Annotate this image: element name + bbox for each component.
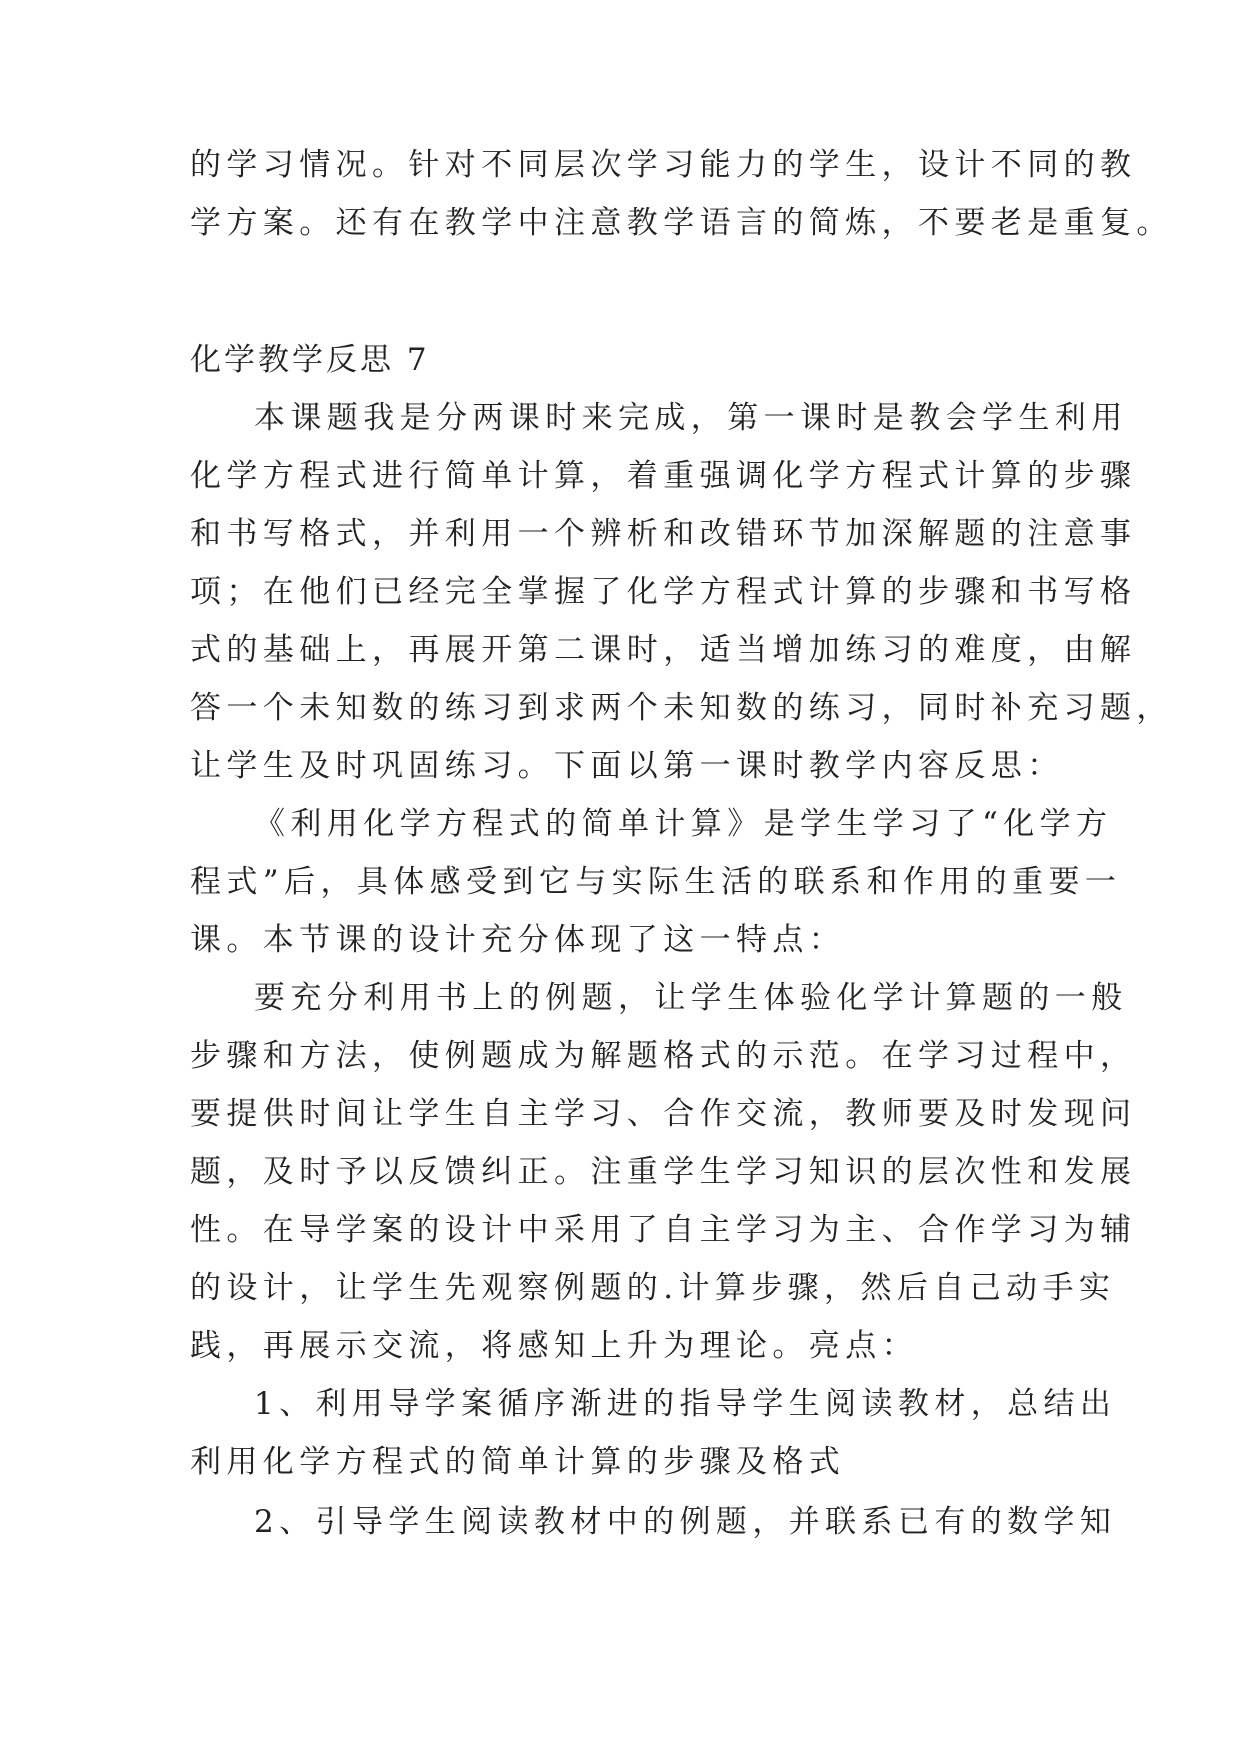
text-line: 要提供时间让学生自主学习、合作交流，教师要及时发现问 xyxy=(190,1096,1137,1132)
text-line: 项；在他们已经完全掌握了化学方程式计算的步骤和书写格 xyxy=(190,574,1137,610)
list-item-2: 2、引导学生阅读教材中的例题，并联系已有的数学知 xyxy=(254,1504,1117,1540)
paragraph-start: 本课题我是分两课时来完成，第一课时是教会学生利用 xyxy=(254,400,1128,436)
text-line: 课。本节课的设计充分体现了这一特点： xyxy=(190,922,846,958)
text-line: 题，及时予以反馈纠正。注重学生学习知识的层次性和发展 xyxy=(190,1154,1137,1190)
text-line: 和书写格式，并利用一个辨析和改错环节加深解题的注意事 xyxy=(190,516,1137,552)
text-line: 的设计，让学生先观察例题的.计算步骤，然后自己动手实 xyxy=(190,1270,1116,1306)
text-line: 利用化学方程式的简单计算的步骤及格式 xyxy=(190,1444,846,1480)
text-line: 性。在导学案的设计中采用了自主学习为主、合作学习为辅 xyxy=(190,1212,1137,1248)
text-line: 步骤和方法，使例题成为解题格式的示范。在学习过程中， xyxy=(190,1038,1137,1074)
paragraph-start: 要充分利用书上的例题，让学生体验化学计算题的一般 xyxy=(254,980,1128,1016)
text-line: 答一个未知数的练习到求两个未知数的练习，同时补充习题， xyxy=(190,690,1173,726)
text-line: 式的基础上，再展开第二课时，适当增加练习的难度，由解 xyxy=(190,632,1137,668)
text-line: 学方案。还有在教学中注意教学语言的简炼，不要老是重复。 xyxy=(190,205,1173,241)
paragraph-start: 《利用化学方程式的简单计算》是学生学习了“化学方 xyxy=(254,806,1113,842)
text-line: 化学方程式进行简单计算，着重强调化学方程式计算的步骤 xyxy=(190,458,1137,494)
text-line: 让学生及时巩固练习。下面以第一课时教学内容反思： xyxy=(190,748,1064,784)
section-heading: 化学教学反思 7 xyxy=(190,342,430,378)
text-line: 践，再展示交流，将感知上升为理论。亮点： xyxy=(190,1328,918,1364)
list-item-1: 1、利用导学案循序渐进的指导学生阅读教材，总结出 xyxy=(254,1386,1117,1422)
text-line: 程式”后，具体感受到它与实际生活的联系和作用的重要一 xyxy=(190,864,1122,900)
text-line: 的学习情况。针对不同层次学习能力的学生，设计不同的教 xyxy=(190,147,1137,183)
